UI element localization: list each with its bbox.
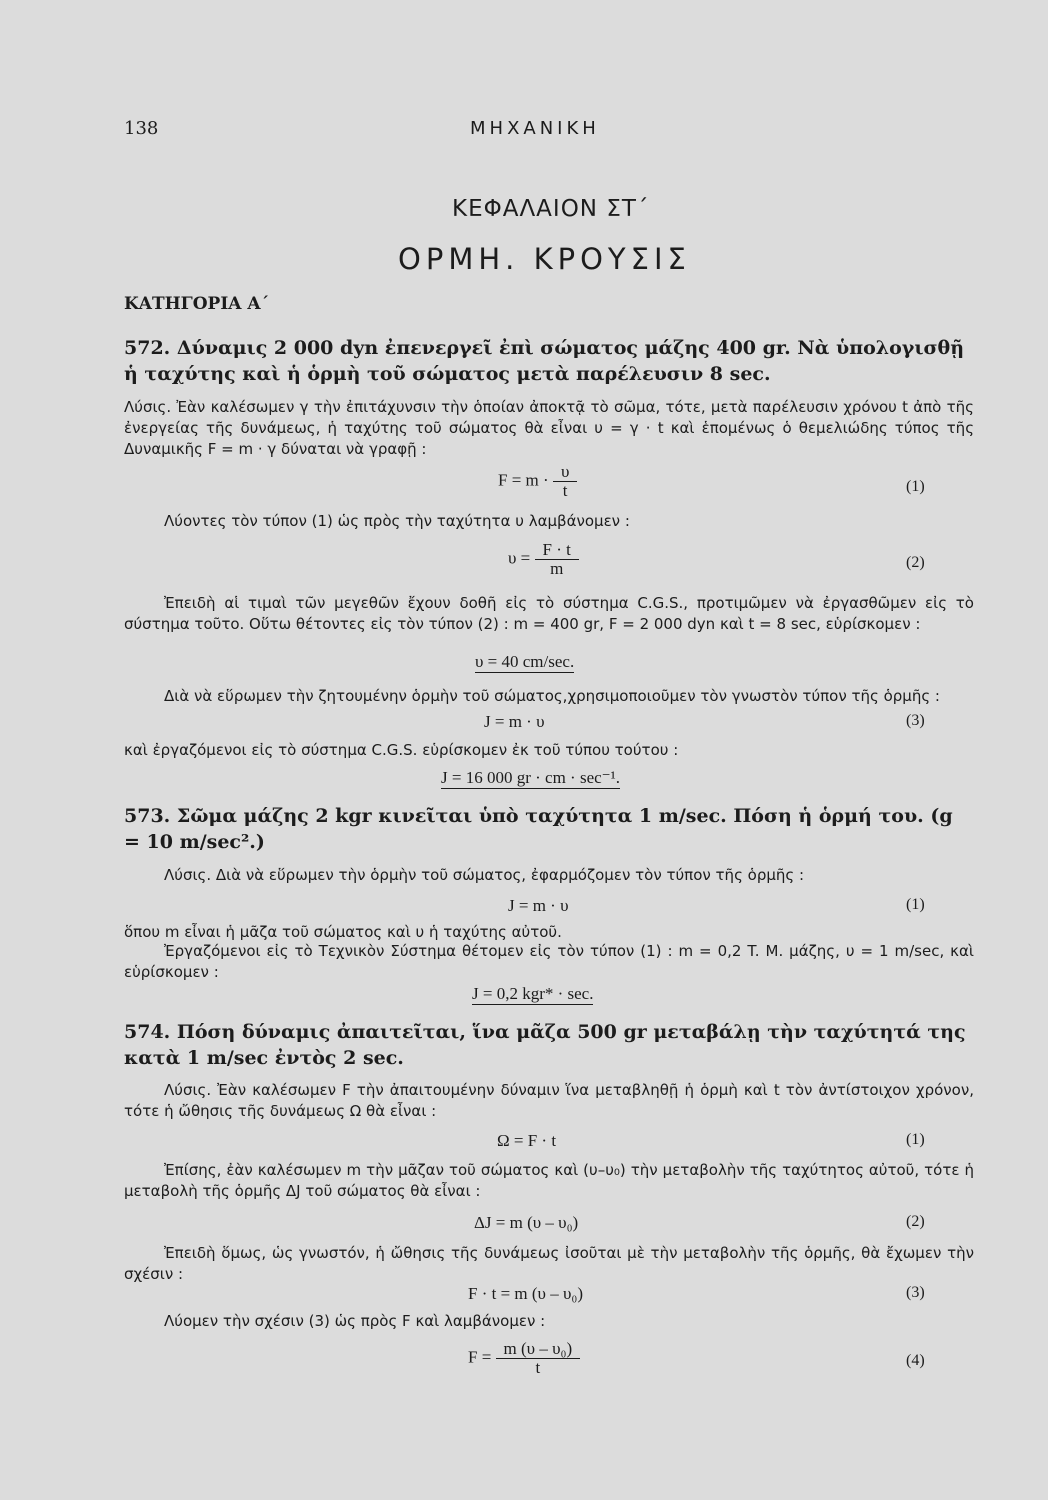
problem-574-eq3: F · t = m (υ – υ₀) [468, 1284, 583, 1303]
eq-number: (1) [906, 1131, 925, 1148]
eq-number: (3) [906, 1284, 925, 1301]
problem-574-text-4: Λύομεν τὴν σχέσιν (3) ὡς πρὸς F καὶ λαμβάνομεν : [164, 1312, 546, 1330]
problem-572-text-3: Ἐπειδὴ αἱ τιμαὶ τῶν μεγεθῶν ἔχουν δοθῆ εἰς τὸ σύστημα C.G.S., προτιμῶμεν νὰ ἐργασθῶμεν εἰς τὸ σύστημα τοῦτο. Οὕτω θέτοντες εἰς τὸν τύπον (2) : m = 400 gr, F = 2 000 dyn καὶ t = 8 sec, εὑρίσκομεν : [124, 594, 974, 633]
problem-572-text-5: καὶ ἐργαζόμενοι εἰς τὸ σύστημα C.G.S. εὑρίσκομεν ἐκ τοῦ τύπου τούτου : [124, 741, 679, 759]
problem-572-text-4: Διὰ νὰ εὕρωμεν τὴν ζητουμένην ὁρμὴν τοῦ σώματος,χρησιμοποιοῦμεν τὸν γνωστὸν τύπον τῆς ὁρμῆς : [164, 687, 940, 705]
eq-left: υ = [508, 548, 531, 568]
chapter-label: ΚΕΦΑΛΑΙΟΝ ΣΤ΄ [452, 196, 650, 222]
problem-572-heading: 572. Δύναμις 2 000 dyn ἐπενεργεῖ ἐπὶ σώματος μάζης 400 gr. Νὰ ὑπολογισθῇ ἡ ταχύτης καὶ ἡ ὁρμὴ τοῦ σώματος μετὰ παρέλευσιν 8 sec. [124, 337, 965, 385]
eq-number: (3) [906, 712, 925, 729]
result-underlined: υ = 40 cm/sec. [475, 652, 575, 671]
problem-572-eq3: J = m · υ [484, 712, 545, 731]
problem-572-eq1 [498, 463, 577, 500]
problem-574-eq4 [468, 1340, 580, 1377]
eq-fraction [553, 463, 577, 500]
problem-573-text-2: ὅπου m εἶναι ἡ μᾶζα τοῦ σώματος καὶ υ ἡ ταχύτης αὐτοῦ. [124, 923, 562, 941]
category-label: ΚΑΤΗΓΟΡΙΑ Α΄ [124, 294, 270, 314]
eq-denominator: m [550, 559, 564, 578]
problem-574-text-2: Ἐπίσης, ἐὰν καλέσωμεν m τὴν μᾶζαν τοῦ σώματος καὶ (υ–υ₀) τὴν μεταβολὴν τῆς ταχύτητος αὐτοῦ, τότε ἡ μεταβολὴ τῆς ὁρμῆς ΔJ τοῦ σώματος θὰ εἶναι : [124, 1161, 974, 1200]
problem-573-solution-text: Λύσις. Διὰ νὰ εὕρωμεν τὴν ὁρμὴν τοῦ σώματος, ἐφαρμόζομεν τὸν τύπον τῆς ὁρμῆς : [164, 866, 805, 884]
eq-fraction [496, 1340, 581, 1377]
problem-574-text-3: Ἐπειδὴ ὅμως, ὡς γνωστόν, ἡ ὤθησις τῆς δυνάμεως ἰσοῦται μὲ τὴν μεταβολὴν τῆς ὁρμῆς, θὰ ἔχωμεν τὴν σχέσιν : [124, 1244, 974, 1283]
eq-number: (4) [906, 1352, 925, 1369]
eq-fraction [535, 541, 579, 578]
eq-denominator: t [562, 481, 568, 500]
problem-572-result-1 [475, 652, 574, 672]
eq-denominator: t [535, 1358, 541, 1377]
eq-left: F = m · [498, 470, 549, 490]
eq-number: (1) [906, 478, 925, 495]
eq-numerator: m (υ – υ₀) [496, 1340, 581, 1359]
problem-572-solution-text: Λύσις. Ἐὰν καλέσωμεν γ τὴν ἐπιτάχυνσιν τὴν ὁποίαν ἀποκτᾷ τὸ σῶμα, τότε, μετὰ παρέλευσιν χρόνου t ἀπὸ τῆς ἐνεργείας τῆς δυνάμεως, ἡ ταχύτης τοῦ σώματος θὰ εἶναι υ = γ · t καὶ ἑπομένως ὁ θεμελιώδης τύπος τῆς Δυναμικῆς F = m · γ δύναται νὰ γραφῇ : [124, 398, 974, 458]
problem-573-result [472, 984, 593, 1004]
eq-number: (2) [906, 1213, 925, 1230]
problem-573-text-3: Ἐργαζόμενοι εἰς τὸ Τεχνικὸν Σύστημα θέτομεν εἰς τὸν τύπον (1) : m = 0,2 T. M. μάζης, υ = 1 m/sec, καὶ εὑρίσκομεν : [124, 942, 974, 981]
problem-572-eq2 [508, 541, 579, 578]
problem-574-eq2: ΔJ = m (υ – υ₀) [474, 1213, 579, 1232]
problem-572-result-2 [441, 768, 620, 788]
eq-left: F = [468, 1347, 492, 1367]
problem-574-heading: 574. Πόση δύναμις ἀπαιτεῖται, ἵνα μᾶζα 500 gr μεταβάλῃ τὴν ταχύτητά της κατὰ 1 m/sec ἐντὸς 2 sec. [124, 1021, 966, 1069]
result-underlined: J = 16 000 gr · cm · sec⁻¹. [441, 768, 620, 787]
eq-number: (1) [906, 896, 925, 913]
eq-numerator: F · t [535, 541, 579, 560]
problem-574-eq1: Ω = F · t [497, 1131, 557, 1150]
chapter-title: ΟΡΜΗ. ΚΡΟΥΣΙΣ [398, 242, 691, 276]
running-title: ΜΗΧΑΝΙΚΗ [470, 118, 600, 139]
problem-572-text-2: Λύοντες τὸν τύπον (1) ὡς πρὸς τὴν ταχύτητα υ λαμβάνομεν : [164, 512, 630, 530]
problem-573-heading: 573. Σῶμα μάζης 2 kgr κινεῖται ὑπὸ ταχύτητα 1 m/sec. Πόση ἡ ὁρμή του. (g = 10 m/sec².) [124, 805, 953, 853]
page-number: 138 [124, 118, 159, 139]
problem-574-solution-text: Λύσις. Ἐὰν καλέσωμεν F τὴν ἀπαιτουμένην δύναμιν ἵνα μεταβληθῇ ἡ ὁρμὴ καὶ t τὸν ἀντίστοιχον χρόνον, τότε ἡ ὤθησις τῆς δυνάμεως Ω θὰ εἶναι : [124, 1081, 974, 1120]
problem-573-eq1: J = m · υ [508, 896, 569, 915]
result-underlined: J = 0,2 kgr* · sec. [472, 984, 594, 1003]
eq-numerator: υ [553, 463, 577, 482]
eq-number: (2) [906, 554, 925, 571]
